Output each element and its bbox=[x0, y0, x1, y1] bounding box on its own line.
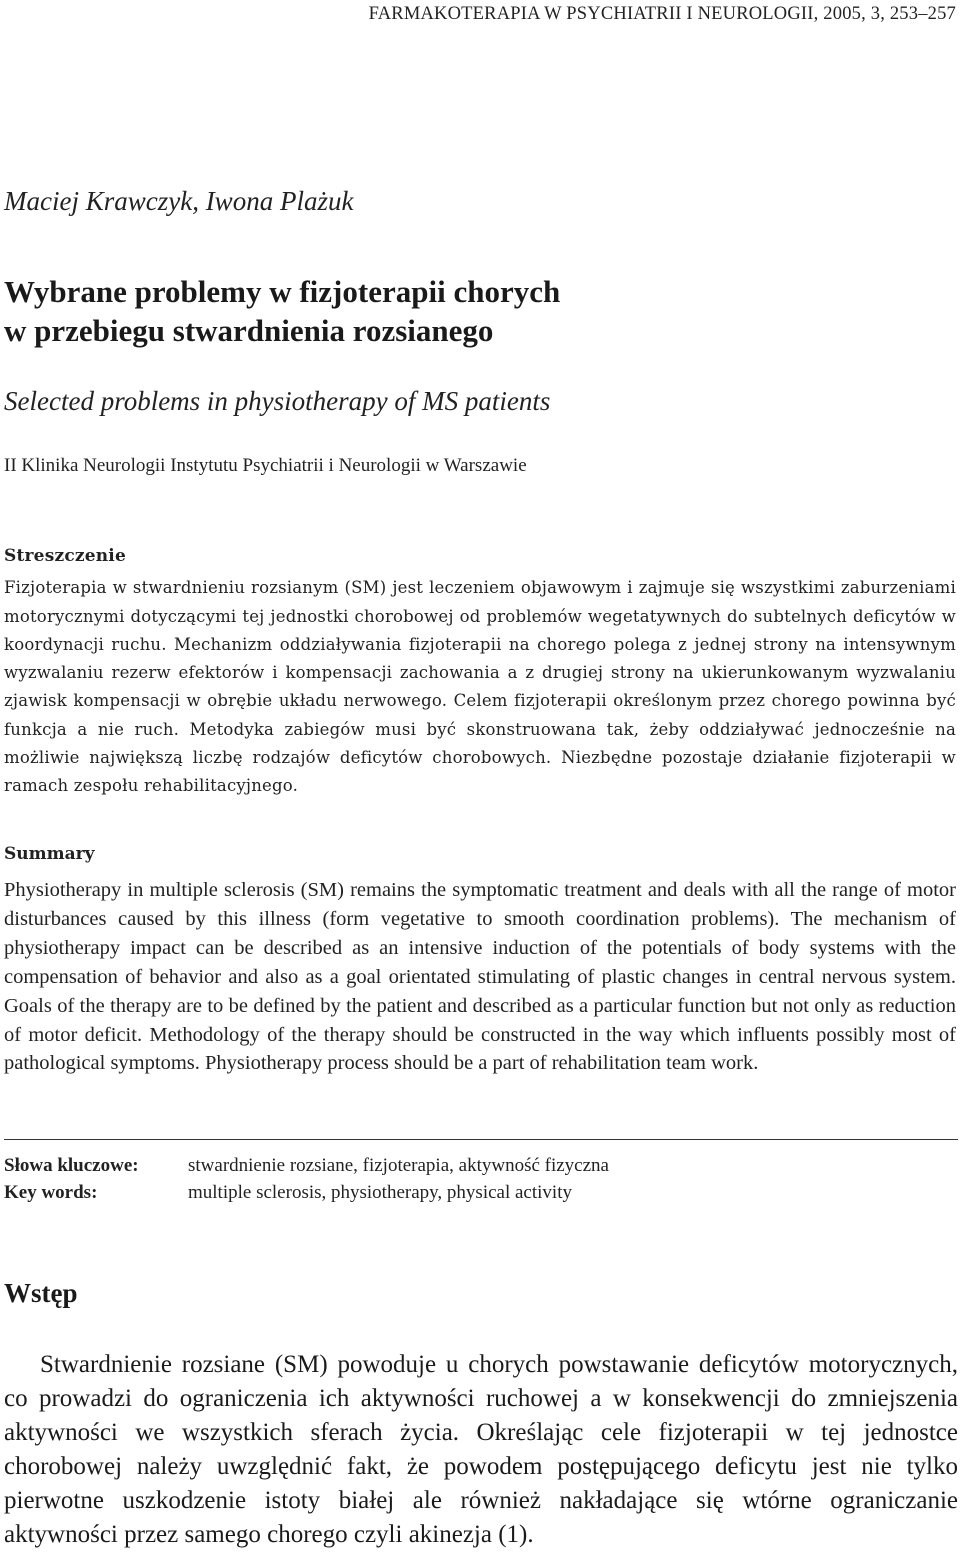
authors: Maciej Krawczyk, Iwona Plażuk bbox=[4, 186, 354, 216]
article-title-polish bbox=[4, 272, 944, 350]
keywords-label-polish: Słowa kluczowe: bbox=[4, 1155, 139, 1176]
article-title-english: Selected problems in physiotherapy of MS patients bbox=[4, 386, 551, 416]
keywords-label-english: Key words: bbox=[4, 1182, 98, 1203]
divider-rule bbox=[4, 1139, 958, 1140]
running-head: FARMAKOTERAPIA W PSYCHIATRII I NEUROLOGII, 2005, 3, 253–257 bbox=[368, 4, 956, 24]
introduction-paragraph: Stwardnienie rozsiane (SM) powoduje u chorych powstawanie deficytów motorycznych, co prowadzi do ograniczenia ich aktywności ruchowej a w konsekwencji do zmniejszenia aktywności we wszystkich sferach życia. Określając cele fizjoterapii w tej jednostce chorobowej należy uwzględnić fakt, że powodem postępującego deficytu jest nie tylko pierwotne uszkodzenie istoty białej ale również nakładające się wtórne ograniczanie aktywności przez samego chorego czyli akinezja (1). bbox=[4, 1351, 958, 1548]
abstract-text-english: Physiotherapy in multiple sclerosis (SM) remains the symptomatic treatment and deals with all the range of motor disturbances caused by this illness (form vegetative to smooth coordination problems). The mechanism of physiotherapy impact can be described as an intensive induction of the potentials of body systems with the compensation of behavior and also as a goal orientated stimulating of plastic changes in central nervous system. Goals of the therapy are to be defined by the patient and described as a particular function but not only as reduction of motor deficit. Methodology of the therapy should be constructed in the way which influents possibly most of pathological symptoms. Physiotherapy process should be a part of rehabilitation team work. bbox=[4, 879, 956, 1075]
keywords-value-polish: stwardnienie rozsiane, fizjoterapia, aktywność fizyczna bbox=[188, 1155, 609, 1176]
abstract-heading-polish: Streszczenie bbox=[4, 546, 126, 566]
section-title-introduction: Wstęp bbox=[4, 1278, 78, 1308]
abstract-heading-english: Summary bbox=[4, 844, 95, 864]
introduction-body bbox=[4, 1348, 958, 1552]
keywords-block bbox=[4, 1152, 609, 1206]
keywords-row-polish bbox=[4, 1152, 609, 1179]
title-line-2: w przebiegu stwardnienia rozsianego bbox=[4, 313, 494, 348]
title-line-1: Wybrane problemy w fizjoterapii chorych bbox=[4, 274, 561, 309]
abstract-text-polish: Fizjoterapia w stwardnieniu rozsianym (SM) jest leczeniem objawowym i zajmuje się wszystkimi zaburzeniami motorycznymi dotyczącymi tej jednostki chorobowej od problemów wegetatywnych do subtelnych deficytów w koordynacji ruchu. Mechanizm oddziaływania fizjoterapii na chorego polega z jednej strony na intensywnym wyzwalaniu rezerw efektorów i kompensacji zachowania a z drugiej strony na ukierunkowanym wyzwalaniu zjawisk kompensacji w obrębie układu nerwowego. Celem fizjoterapii określonym przez chorego powinna być funkcja a nie ruch. Metodyka zabiegów musi być skonstruowana tak, żeby oddziaływać jednocześnie na możliwie największą liczbę rodzajów deficytów chorobowych. Niezbędne pozostaje działanie fizjoterapii w ramach zespołu rehabilitacyjnego. bbox=[4, 578, 956, 796]
abstract-polish bbox=[4, 542, 956, 801]
affiliation: II Klinika Neurologii Instytutu Psychiatrii i Neurologii w Warszawie bbox=[4, 455, 527, 476]
keywords-value-english: multiple sclerosis, physiotherapy, physical activity bbox=[188, 1182, 572, 1203]
keywords-row-english bbox=[4, 1179, 609, 1206]
